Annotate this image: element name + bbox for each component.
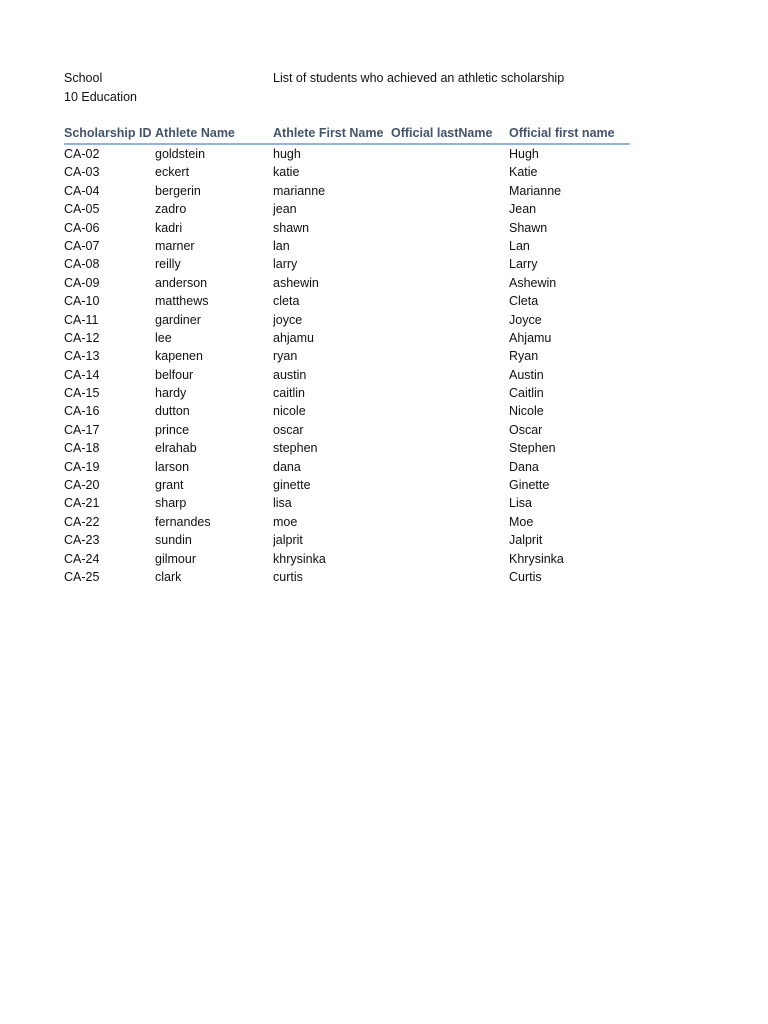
cell-official-last-name [391, 329, 509, 347]
cell-official-last-name [391, 163, 509, 181]
table-row [64, 237, 630, 255]
cell-athlete-name: clark [155, 569, 182, 584]
cell-official-first-name: Joyce [509, 312, 542, 327]
cell-scholarship-id: CA-19 [64, 459, 100, 474]
cell-official-first-name: Moe [509, 514, 534, 529]
cell-official-last-name [391, 255, 509, 273]
table-row [64, 255, 630, 273]
cell-official-first-name: Ryan [509, 349, 539, 364]
cell-athlete-first-name: marianne [273, 183, 326, 198]
cell-athlete-first-name: curtis [273, 569, 303, 584]
cell-athlete-name: eckert [155, 165, 190, 180]
cell-athlete-name: reilly [155, 257, 181, 272]
cell-scholarship-id: CA-23 [64, 533, 100, 548]
table-row [64, 513, 630, 531]
cell-athlete-name: dutton [155, 404, 190, 419]
cell-athlete-name: goldstein [155, 147, 206, 161]
cell-official-last-name [391, 182, 509, 200]
cell-athlete-first-name: larry [273, 257, 298, 272]
cell-athlete-name: anderson [155, 275, 208, 290]
column-header-athlete-name: Athlete Name [155, 126, 235, 140]
cell-scholarship-id: CA-20 [64, 478, 100, 493]
cell-scholarship-id: CA-04 [64, 183, 100, 198]
table-header-row [64, 123, 630, 145]
table-row [64, 531, 630, 549]
cell-athlete-name: prince [155, 422, 190, 437]
cell-official-last-name [391, 145, 509, 163]
subject-label: 10 Education [64, 90, 137, 104]
cell-official-last-name [391, 421, 509, 439]
cell-scholarship-id: CA-09 [64, 275, 100, 290]
column-header-official-last-name: Official lastName [391, 126, 493, 140]
cell-scholarship-id: CA-03 [64, 165, 100, 180]
cell-athlete-name: bergerin [155, 183, 201, 198]
cell-official-first-name: Cleta [509, 294, 539, 309]
cell-official-first-name: Ashewin [509, 275, 557, 290]
cell-official-first-name: Shawn [509, 220, 548, 235]
cell-scholarship-id: CA-15 [64, 386, 100, 401]
scholarship-table [64, 123, 630, 586]
cell-official-first-name: Nicole [509, 404, 544, 419]
cell-official-last-name [391, 531, 509, 549]
table-row [64, 292, 630, 310]
cell-official-last-name [391, 384, 509, 402]
cell-athlete-first-name: katie [273, 165, 300, 180]
cell-official-first-name: Jalprit [509, 533, 543, 548]
cell-athlete-first-name: ashewin [273, 275, 319, 290]
table-row [64, 163, 630, 181]
cell-athlete-name: grant [155, 478, 184, 493]
cell-athlete-first-name: moe [273, 514, 298, 529]
cell-scholarship-id: CA-25 [64, 569, 100, 584]
cell-athlete-name: gardiner [155, 312, 201, 327]
cell-official-last-name [391, 347, 509, 365]
cell-athlete-name: sharp [155, 496, 187, 511]
cell-athlete-name: lee [155, 330, 172, 345]
cell-athlete-first-name: caitlin [273, 386, 305, 401]
cell-official-first-name: Katie [509, 165, 538, 180]
cell-official-first-name: Caitlin [509, 386, 544, 401]
meta-row-1 [64, 69, 630, 88]
cell-athlete-name: kapenen [155, 349, 203, 364]
cell-official-first-name: Hugh [509, 147, 539, 161]
cell-official-last-name [391, 550, 509, 568]
cell-official-last-name [391, 219, 509, 237]
cell-athlete-first-name: austin [273, 367, 307, 382]
cell-official-last-name [391, 494, 509, 512]
cell-athlete-name: matthews [155, 294, 209, 309]
cell-athlete-first-name: ginette [273, 478, 311, 493]
table-row [64, 384, 630, 402]
cell-athlete-name: belfour [155, 367, 194, 382]
spreadsheet [64, 69, 630, 586]
cell-scholarship-id: CA-24 [64, 551, 100, 566]
cell-athlete-first-name: shawn [273, 220, 310, 235]
table-row [64, 439, 630, 457]
cell-scholarship-id: CA-10 [64, 294, 100, 309]
page-title: List of students who achieved an athletic scholarship [273, 71, 565, 85]
table-row [64, 550, 630, 568]
cell-athlete-first-name: hugh [273, 147, 301, 161]
cell-official-first-name: Oscar [509, 422, 543, 437]
cell-official-last-name [391, 366, 509, 384]
cell-scholarship-id: CA-08 [64, 257, 100, 272]
cell-scholarship-id: CA-06 [64, 220, 100, 235]
table-row [64, 568, 630, 586]
column-header-official-first-name: Official first name [509, 126, 615, 140]
cell-scholarship-id: CA-02 [64, 147, 100, 161]
cell-scholarship-id: CA-13 [64, 349, 100, 364]
table-row [64, 366, 630, 384]
table-row [64, 219, 630, 237]
cell-official-first-name: Dana [509, 459, 539, 474]
cell-official-last-name [391, 237, 509, 255]
cell-athlete-name: zadro [155, 202, 187, 217]
cell-official-last-name [391, 513, 509, 531]
meta-row-2 [64, 88, 630, 107]
table-row [64, 421, 630, 439]
table-row [64, 458, 630, 476]
cell-scholarship-id: CA-22 [64, 514, 100, 529]
cell-official-first-name: Larry [509, 257, 538, 272]
table-body [64, 145, 630, 586]
cell-athlete-first-name: ahjamu [273, 330, 314, 345]
cell-scholarship-id: CA-14 [64, 367, 100, 382]
cell-official-first-name: Ahjamu [509, 330, 552, 345]
cell-athlete-first-name: oscar [273, 422, 304, 437]
cell-athlete-name: elrahab [155, 441, 197, 456]
cell-official-first-name: Stephen [509, 441, 556, 456]
table-row [64, 182, 630, 200]
cell-official-last-name [391, 439, 509, 457]
table-row [64, 145, 630, 163]
cell-official-last-name [391, 458, 509, 476]
column-header-scholarship-id: Scholarship ID [64, 126, 152, 140]
cell-athlete-first-name: jean [273, 202, 297, 217]
cell-official-last-name [391, 292, 509, 310]
table-row [64, 494, 630, 512]
table-row [64, 200, 630, 218]
table-row [64, 274, 630, 292]
cell-athlete-name: fernandes [155, 514, 211, 529]
cell-athlete-name: hardy [155, 386, 187, 401]
table-row [64, 402, 630, 420]
table-row [64, 476, 630, 494]
cell-official-first-name: Austin [509, 367, 544, 382]
column-header-athlete-first-name: Athlete First Name [273, 126, 384, 140]
cell-athlete-first-name: ryan [273, 349, 298, 364]
cell-scholarship-id: CA-11 [64, 312, 99, 327]
cell-official-first-name: Marianne [509, 183, 562, 198]
cell-official-first-name: Curtis [509, 569, 542, 584]
cell-athlete-first-name: jalprit [273, 533, 303, 548]
cell-official-first-name: Jean [509, 202, 537, 217]
cell-scholarship-id: CA-17 [64, 422, 100, 437]
cell-scholarship-id: CA-05 [64, 202, 100, 217]
cell-official-first-name: Lan [509, 238, 530, 253]
cell-official-last-name [391, 200, 509, 218]
cell-athlete-first-name: nicole [273, 404, 306, 419]
cell-athlete-first-name: joyce [273, 312, 303, 327]
cell-scholarship-id: CA-18 [64, 441, 100, 456]
table-row [64, 329, 630, 347]
cell-official-last-name [391, 402, 509, 420]
cell-athlete-name: kadri [155, 220, 183, 235]
cell-official-first-name: Ginette [509, 478, 550, 493]
table-row [64, 347, 630, 365]
cell-athlete-first-name: lan [273, 238, 290, 253]
cell-athlete-first-name: lisa [273, 496, 292, 511]
cell-athlete-name: marner [155, 238, 195, 253]
cell-official-first-name: Khrysinka [509, 551, 564, 566]
cell-athlete-name: larson [155, 459, 190, 474]
school-label: School [64, 71, 103, 85]
cell-scholarship-id: CA-12 [64, 330, 100, 345]
cell-athlete-first-name: khrysinka [273, 551, 326, 566]
cell-scholarship-id: CA-07 [64, 238, 100, 253]
cell-official-last-name [391, 274, 509, 292]
cell-scholarship-id: CA-16 [64, 404, 100, 419]
cell-athlete-name: sundin [155, 533, 192, 548]
cell-official-last-name [391, 568, 509, 586]
cell-official-first-name: Lisa [509, 496, 532, 511]
cell-scholarship-id: CA-21 [64, 496, 100, 511]
cell-official-last-name [391, 476, 509, 494]
cell-athlete-first-name: cleta [273, 294, 300, 309]
cell-athlete-name: gilmour [155, 551, 196, 566]
cell-official-last-name [391, 311, 509, 329]
cell-athlete-first-name: dana [273, 459, 301, 474]
cell-athlete-first-name: stephen [273, 441, 318, 456]
table-row [64, 311, 630, 329]
